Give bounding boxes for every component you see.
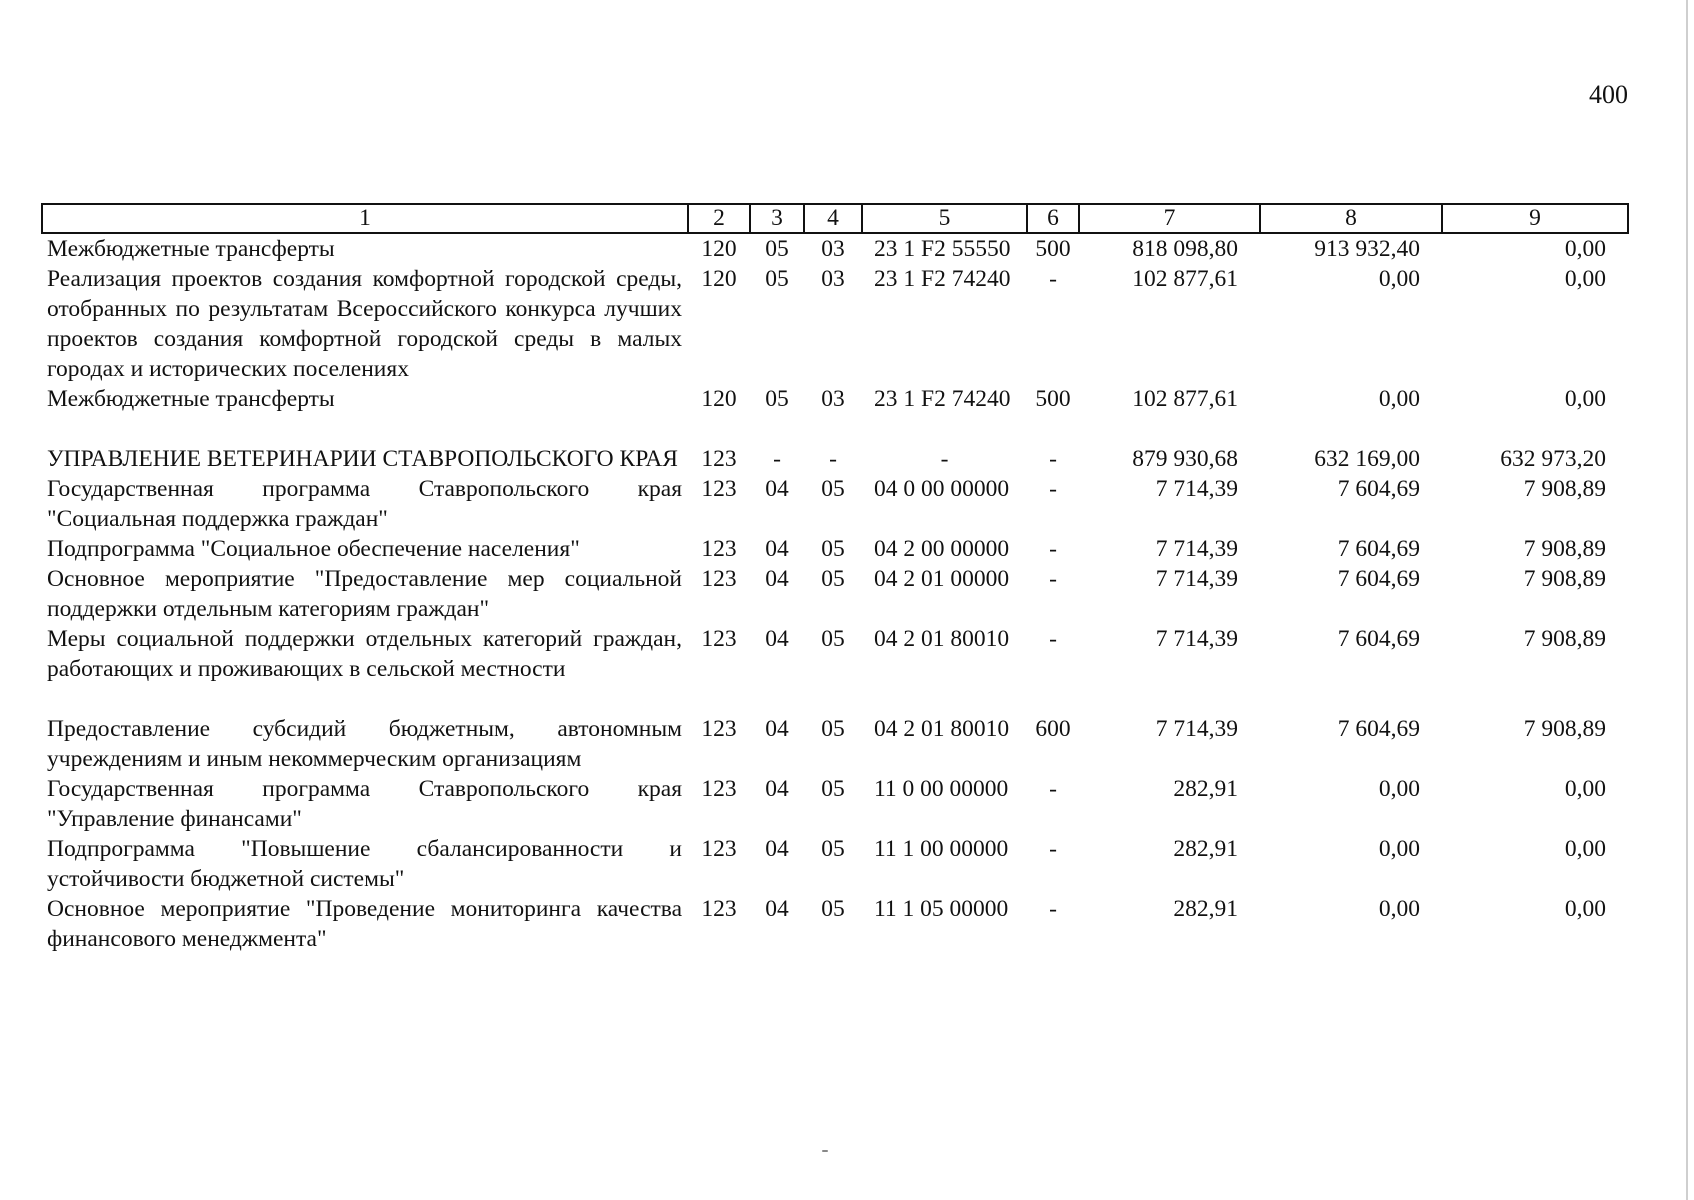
row-col-6: - bbox=[1049, 776, 1057, 802]
budget-table bbox=[41, 203, 1629, 954]
row-col-7: 282,91 bbox=[1173, 896, 1238, 922]
row-col-8: 0,00 bbox=[1378, 266, 1420, 292]
row-col-9: 0,00 bbox=[1564, 236, 1606, 262]
table-row bbox=[42, 264, 1628, 384]
row-col-6: - bbox=[1049, 626, 1057, 652]
row-col-2: 123 bbox=[701, 566, 737, 592]
row-col-8: 7 604,69 bbox=[1337, 476, 1420, 502]
row-col-9: 632 973,20 bbox=[1500, 446, 1606, 472]
row-col-4: 05 bbox=[821, 896, 845, 922]
row-col-4: 03 bbox=[821, 236, 845, 262]
row-col-8: 7 604,69 bbox=[1337, 716, 1420, 742]
row-col-5: 11 1 05 00000 bbox=[874, 896, 1009, 922]
table-row bbox=[42, 894, 1628, 954]
row-col-6: 500 bbox=[1035, 236, 1071, 262]
row-col-9: 7 908,89 bbox=[1523, 716, 1606, 742]
row-col-3: 05 bbox=[765, 266, 789, 292]
table-row bbox=[42, 624, 1628, 714]
header-col-4: 4 bbox=[804, 204, 862, 233]
row-col-6: - bbox=[1049, 566, 1057, 592]
table-row bbox=[42, 233, 1628, 264]
table-row bbox=[42, 834, 1628, 894]
table-row bbox=[42, 474, 1628, 534]
row-col-3: 04 bbox=[765, 776, 789, 802]
row-name: Подпрограмма "Повышение сбалансированности и устойчивости бюджетной системы" bbox=[47, 836, 682, 892]
row-col-4: - bbox=[829, 446, 837, 472]
row-col-3: 04 bbox=[765, 536, 789, 562]
row-name: Предоставление субсидий бюджетным, автономным учреждениям и иным некоммерческим организациям bbox=[47, 716, 682, 772]
row-col-9: 7 908,89 bbox=[1523, 566, 1606, 592]
row-col-3: 04 bbox=[765, 476, 789, 502]
row-col-7: 102 877,61 bbox=[1132, 266, 1238, 292]
row-col-9: 0,00 bbox=[1564, 836, 1606, 862]
table-body bbox=[42, 233, 1628, 954]
row-col-5: 04 2 01 80010 bbox=[874, 716, 1010, 742]
row-col-5: 11 1 00 00000 bbox=[874, 836, 1009, 862]
row-col-3: - bbox=[773, 446, 781, 472]
row-col-7: 879 930,68 bbox=[1132, 446, 1238, 472]
row-col-2: 123 bbox=[701, 836, 737, 862]
row-col-3: 04 bbox=[765, 566, 789, 592]
row-name: Основное мероприятие "Проведение мониторинга качества финансового менеджмента" bbox=[47, 896, 682, 952]
scan-edge-line bbox=[1686, 0, 1688, 1200]
row-col-3: 05 bbox=[765, 236, 789, 262]
table-header bbox=[42, 204, 1628, 233]
table-row bbox=[42, 774, 1628, 834]
row-col-2: 120 bbox=[701, 266, 737, 292]
row-name: Реализация проектов создания комфортной городской среды, отобранных по результатам Всероссийского конкурса лучших проектов создания комфортной городской среды в малых городах и исторических поселениях bbox=[47, 266, 682, 382]
row-name: УПРАВЛЕНИЕ ВЕТЕРИНАРИИ СТАВРОПОЛЬСКОГО КРАЯ bbox=[47, 446, 678, 472]
row-col-4: 05 bbox=[821, 476, 845, 502]
row-col-6: - bbox=[1049, 536, 1057, 562]
row-col-8: 632 169,00 bbox=[1314, 446, 1420, 472]
row-col-5: 04 2 01 80010 bbox=[874, 626, 1010, 652]
row-col-9: 0,00 bbox=[1564, 896, 1606, 922]
row-col-3: 04 bbox=[765, 626, 789, 652]
row-col-8: 0,00 bbox=[1378, 836, 1420, 862]
header-col-5: 5 bbox=[862, 204, 1027, 233]
row-col-6: - bbox=[1049, 266, 1057, 292]
row-name: Государственная программа Ставропольского края "Социальная поддержка граждан" bbox=[47, 476, 682, 532]
row-col-3: 04 bbox=[765, 896, 789, 922]
row-col-8: 0,00 bbox=[1378, 896, 1420, 922]
header-row bbox=[42, 204, 1628, 233]
row-col-7: 7 714,39 bbox=[1155, 536, 1238, 562]
row-col-8: 0,00 bbox=[1378, 386, 1420, 412]
row-col-4: 03 bbox=[821, 266, 845, 292]
row-col-7: 818 098,80 bbox=[1132, 236, 1238, 262]
row-col-2: 123 bbox=[701, 896, 737, 922]
row-col-9: 0,00 bbox=[1564, 776, 1606, 802]
row-col-8: 0,00 bbox=[1378, 776, 1420, 802]
header-col-8: 8 bbox=[1260, 204, 1442, 233]
row-col-2: 123 bbox=[701, 626, 737, 652]
row-col-7: 7 714,39 bbox=[1155, 626, 1238, 652]
row-col-4: 05 bbox=[821, 566, 845, 592]
row-col-6: 500 bbox=[1035, 386, 1071, 412]
row-name: Межбюджетные трансферты bbox=[47, 386, 335, 412]
row-col-4: 05 bbox=[821, 836, 845, 862]
row-col-2: 123 bbox=[701, 536, 737, 562]
row-col-2: 120 bbox=[701, 386, 737, 412]
row-name: Меры социальной поддержки отдельных категорий граждан, работающих и проживающих в сельской местности bbox=[47, 626, 682, 682]
row-col-5: 23 1 F2 74240 bbox=[874, 266, 1011, 292]
row-col-4: 05 bbox=[821, 536, 845, 562]
row-col-5: 04 2 00 00000 bbox=[874, 536, 1010, 562]
row-col-3: 04 bbox=[765, 716, 789, 742]
row-col-9: 7 908,89 bbox=[1523, 536, 1606, 562]
scan-speck bbox=[822, 1150, 828, 1152]
row-col-5: 23 1 F2 74240 bbox=[874, 386, 1011, 412]
row-col-8: 7 604,69 bbox=[1337, 626, 1420, 652]
header-col-6: 6 bbox=[1027, 204, 1079, 233]
row-col-2: 123 bbox=[701, 716, 737, 742]
row-col-8: 7 604,69 bbox=[1337, 536, 1420, 562]
row-col-9: 7 908,89 bbox=[1523, 626, 1606, 652]
row-col-7: 102 877,61 bbox=[1132, 386, 1238, 412]
row-col-2: 123 bbox=[701, 476, 737, 502]
row-col-4: 05 bbox=[821, 716, 845, 742]
row-col-7: 7 714,39 bbox=[1155, 566, 1238, 592]
row-col-4: 05 bbox=[821, 626, 845, 652]
row-col-3: 04 bbox=[765, 836, 789, 862]
row-col-2: 123 bbox=[701, 446, 737, 472]
header-col-3: 3 bbox=[750, 204, 804, 233]
header-col-7: 7 bbox=[1079, 204, 1260, 233]
row-name: Подпрограмма "Социальное обеспечение населения" bbox=[47, 536, 580, 562]
row-col-4: 05 bbox=[821, 776, 845, 802]
row-col-7: 282,91 bbox=[1173, 836, 1238, 862]
row-col-8: 7 604,69 bbox=[1337, 566, 1420, 592]
row-col-9: 0,00 bbox=[1564, 266, 1606, 292]
row-name: Государственная программа Ставропольского края "Управление финансами" bbox=[47, 776, 682, 832]
table-row bbox=[42, 414, 1628, 474]
table-row bbox=[42, 564, 1628, 624]
row-col-7: 7 714,39 bbox=[1155, 476, 1238, 502]
row-col-2: 120 bbox=[701, 236, 737, 262]
row-col-3: 05 bbox=[765, 386, 789, 412]
row-col-6: - bbox=[1049, 836, 1057, 862]
header-col-2: 2 bbox=[688, 204, 750, 233]
page-number: 400 bbox=[1589, 80, 1628, 109]
row-col-5: 23 1 F2 55550 bbox=[874, 236, 1011, 262]
row-col-6: - bbox=[1049, 476, 1057, 502]
row-col-5: 04 2 01 00000 bbox=[874, 566, 1010, 592]
row-name: Межбюджетные трансферты bbox=[47, 236, 335, 262]
row-col-5: 04 0 00 00000 bbox=[874, 476, 1010, 502]
row-col-6: 600 bbox=[1035, 716, 1071, 742]
row-col-6: - bbox=[1049, 896, 1057, 922]
row-col-8: 913 932,40 bbox=[1314, 236, 1420, 262]
table-row bbox=[42, 384, 1628, 414]
row-col-9: 7 908,89 bbox=[1523, 476, 1606, 502]
table-row bbox=[42, 714, 1628, 774]
row-name: Основное мероприятие "Предоставление мер социальной поддержки отдельным категориям граждан" bbox=[47, 566, 682, 622]
row-col-9: 0,00 bbox=[1564, 386, 1606, 412]
row-col-6: - bbox=[1049, 446, 1057, 472]
table-row bbox=[42, 534, 1628, 564]
row-col-4: 03 bbox=[821, 386, 845, 412]
row-col-2: 123 bbox=[701, 776, 737, 802]
header-col-9: 9 bbox=[1442, 204, 1628, 233]
row-col-7: 7 714,39 bbox=[1155, 716, 1238, 742]
row-col-7: 282,91 bbox=[1173, 776, 1238, 802]
header-col-1: 1 bbox=[42, 204, 688, 233]
row-col-5: - bbox=[940, 446, 949, 472]
row-col-5: 11 0 00 00000 bbox=[874, 776, 1009, 802]
